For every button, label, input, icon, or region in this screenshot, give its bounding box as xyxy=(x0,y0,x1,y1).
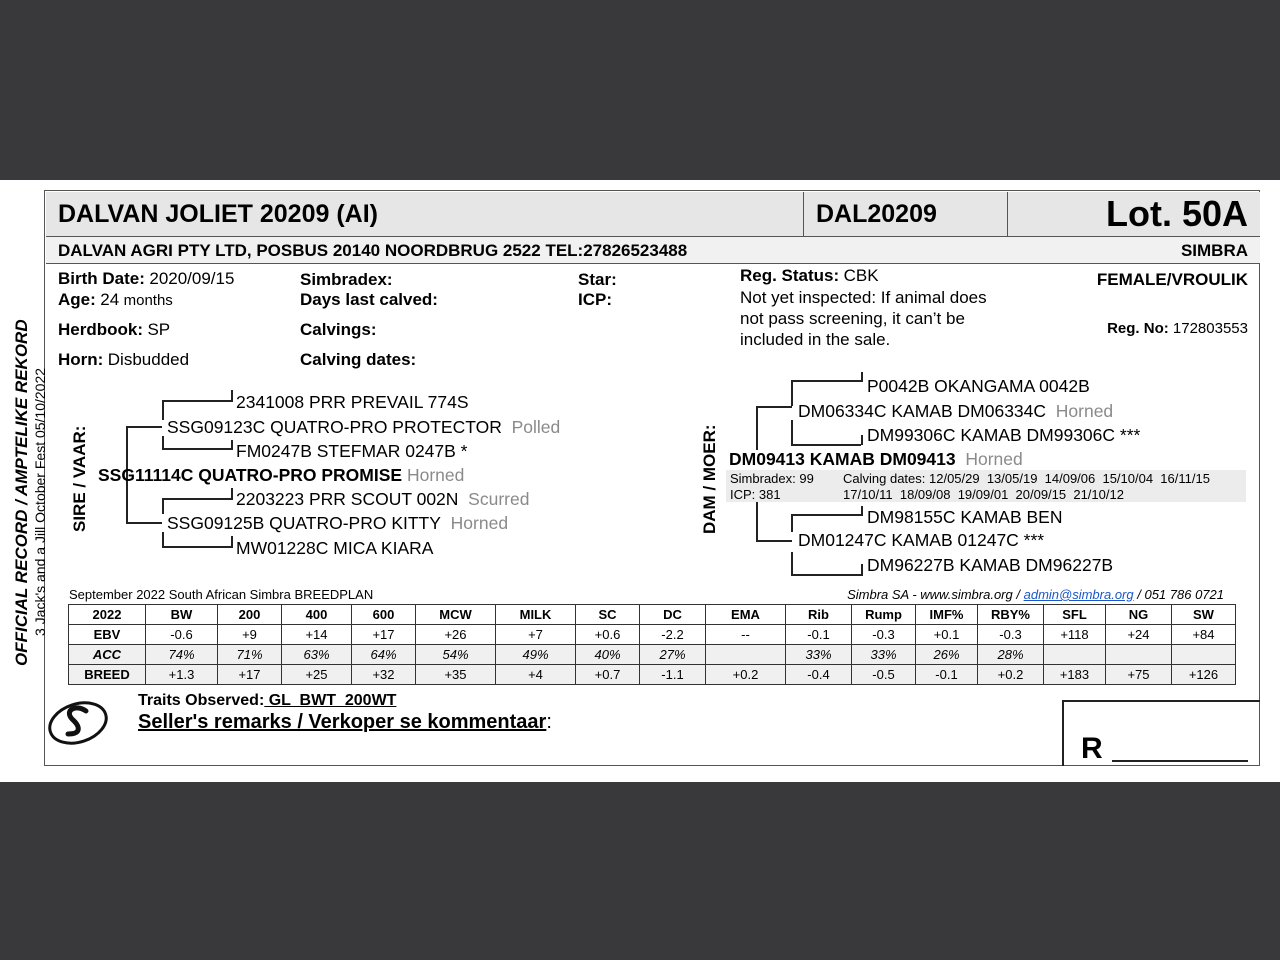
age: Age: 24 months xyxy=(58,290,173,309)
table-cell: +17 xyxy=(218,665,282,685)
table-header: 2022 xyxy=(69,605,146,625)
table-cell: 40% xyxy=(576,645,640,665)
table-header-row xyxy=(69,605,1236,625)
table-cell: 27% xyxy=(640,645,706,665)
dam-dam-sire: DM98155C KAMAB BEN xyxy=(867,507,1063,527)
owner-details: DALVAN AGRI PTY LTD, POSBUS 20140 NOORDBRUG 2522 TEL:27826523488 xyxy=(58,241,688,260)
table-cell: -0.6 xyxy=(146,625,218,645)
pedigree-line xyxy=(861,506,863,516)
pedigree-line xyxy=(162,448,232,450)
table-cell: +35 xyxy=(416,665,496,685)
table-cell: +24 xyxy=(1106,625,1172,645)
table-cell xyxy=(1106,645,1172,665)
inspection-note-1: Not yet inspected: If animal does xyxy=(740,288,987,307)
table-row-breed xyxy=(69,665,1236,685)
pedigree-line xyxy=(861,372,863,382)
dam-dam: DM01247C KAMAB 01247C *** xyxy=(798,530,1045,550)
traits-observed: Traits Observed: GL BWT 200WT xyxy=(138,692,397,709)
sale-event: 3 Jack's and a Jill October Fest 05/10/2022 xyxy=(32,367,48,636)
table-cell: +26 xyxy=(416,625,496,645)
table-cell: -0.1 xyxy=(916,665,978,685)
table-cell: +17 xyxy=(352,625,416,645)
pedigree-line xyxy=(861,435,863,445)
pedigree-line xyxy=(756,502,758,540)
table-cell: 71% xyxy=(218,645,282,665)
table-cell: +0.7 xyxy=(576,665,640,685)
price-prefix: R xyxy=(1081,732,1103,765)
sire-dam-sire: 2203223 PRR SCOUT 002N Scurred xyxy=(236,489,530,509)
table-header: SC xyxy=(576,605,640,625)
table-cell: +84 xyxy=(1172,625,1236,645)
title-divider xyxy=(803,192,804,236)
pedigree-line xyxy=(231,488,233,500)
dam-label: DAM / MOER: xyxy=(700,424,719,534)
official-record-label: OFFICIAL RECORD / AMPTELIKE REKORD xyxy=(12,319,31,666)
table-cell xyxy=(1172,645,1236,665)
table-cell: +1.3 xyxy=(146,665,218,685)
animal-name: DALVAN JOLIET 20209 (AI) xyxy=(58,200,378,228)
sire-name: SSG11114C QUATRO-PRO PROMISE Horned xyxy=(98,465,465,485)
pedigree-line xyxy=(756,406,792,408)
pedigree-line xyxy=(162,400,164,420)
table-header: 200 xyxy=(218,605,282,625)
inspection-note-2: not pass screening, it can’t be xyxy=(740,309,965,328)
table-cell: -0.3 xyxy=(978,625,1044,645)
table-cell: 49% xyxy=(496,645,576,665)
pedigree-line xyxy=(231,536,233,548)
table-cell: +25 xyxy=(282,665,352,685)
table-cell: BREED xyxy=(69,665,146,685)
pedigree-line xyxy=(231,390,233,402)
table-cell xyxy=(706,645,786,665)
pedigree-line xyxy=(126,426,162,428)
dam-calving-dates: Calving dates: 12/05/29 13/05/19 14/09/06 15/10/04 16/11/15 xyxy=(843,471,1210,486)
table-cell: +9 xyxy=(218,625,282,645)
table-cell: -- xyxy=(706,625,786,645)
table-header: Rib xyxy=(786,605,852,625)
table-header: MILK xyxy=(496,605,576,625)
table-header: BW xyxy=(146,605,218,625)
table-cell: -0.3 xyxy=(852,625,916,645)
sellers-remarks: Seller's remarks / Verkoper se kommentaar: xyxy=(138,711,552,733)
table-cell: -0.5 xyxy=(852,665,916,685)
sire-sire-dam: FM0247B STEFMAR 0247B * xyxy=(236,441,468,461)
table-cell: +118 xyxy=(1044,625,1106,645)
table-row-ebv xyxy=(69,625,1236,645)
reg-status: Reg. Status: CBK xyxy=(740,266,879,285)
table-cell: -0.4 xyxy=(786,665,852,685)
pedigree-line xyxy=(861,564,863,576)
dam-dam-dam: DM96227B KAMAB DM96227B xyxy=(867,555,1114,575)
table-header: RBY% xyxy=(978,605,1044,625)
table-cell: 33% xyxy=(786,645,852,665)
table-header: SW xyxy=(1172,605,1236,625)
pedigree-line xyxy=(162,400,232,402)
sire-sire: SSG09123C QUATRO-PRO PROTECTOR Polled xyxy=(167,417,561,437)
contact-line: Simbra SA - www.simbra.org / admin@simbra.org / 051 786 0721 xyxy=(847,587,1224,602)
pedigree-line xyxy=(162,498,232,500)
icp-label: ICP: xyxy=(578,290,612,309)
table-cell: +4 xyxy=(496,665,576,685)
table-cell: EBV xyxy=(69,625,146,645)
pedigree-line xyxy=(756,540,792,542)
table-cell: 33% xyxy=(852,645,916,665)
table-cell: +183 xyxy=(1044,665,1106,685)
simbradex-label: Simbradex: xyxy=(300,270,393,289)
pedigree-line xyxy=(791,380,793,406)
pedigree-line xyxy=(231,440,233,450)
dam-icp: ICP: 381 xyxy=(730,487,781,502)
table-cell: 26% xyxy=(916,645,978,665)
horn: Horn: Disbudded xyxy=(58,350,190,369)
breedplan-table xyxy=(68,604,1236,685)
price-box-line xyxy=(1062,700,1064,766)
dam-sire-sire: P0042B OKANGAMA 0042B xyxy=(867,376,1090,396)
table-cell xyxy=(1044,645,1106,665)
price-input-line[interactable] xyxy=(1112,760,1248,762)
table-cell: +0.2 xyxy=(978,665,1044,685)
days-last-calved-label: Days last calved: xyxy=(300,290,438,309)
table-cell: +32 xyxy=(352,665,416,685)
herdbook: Herdbook: SP xyxy=(58,320,171,339)
pedigree-line xyxy=(791,574,861,576)
pedigree-line xyxy=(791,552,793,574)
pedigree-line xyxy=(756,406,758,450)
calving-dates-label: Calving dates: xyxy=(300,350,417,369)
pedigree-line xyxy=(791,420,793,444)
table-cell: 74% xyxy=(146,645,218,665)
table-cell: 54% xyxy=(416,645,496,665)
lot-number: Lot. 50A xyxy=(1105,193,1248,234)
table-header: NG xyxy=(1106,605,1172,625)
dam-simbradex: Simbradex: 99 xyxy=(730,471,814,486)
sire-sire-sire: 2341008 PRR PREVAIL 774S xyxy=(236,392,469,412)
table-cell: 64% xyxy=(352,645,416,665)
table-header: SFL xyxy=(1044,605,1106,625)
table-header: MCW xyxy=(416,605,496,625)
auction-card xyxy=(0,180,1280,782)
table-cell: -2.2 xyxy=(640,625,706,645)
reg-number: Reg. No: 172803553 xyxy=(1107,320,1248,337)
table-header: EMA xyxy=(706,605,786,625)
table-header: DC xyxy=(640,605,706,625)
table-cell: -1.1 xyxy=(640,665,706,685)
dam-name: DM09413 KAMAB DM09413 Horned xyxy=(729,449,1023,469)
table-cell: ACC xyxy=(69,645,146,665)
table-header: 600 xyxy=(352,605,416,625)
table-header: 400 xyxy=(282,605,352,625)
breed-name: SIMBRA xyxy=(1180,241,1248,260)
pedigree-line xyxy=(791,514,793,532)
calvings-label: Calvings: xyxy=(300,320,377,339)
pedigree-line xyxy=(791,514,861,516)
table-cell: +0.2 xyxy=(706,665,786,685)
table-header: IMF% xyxy=(916,605,978,625)
email-link[interactable]: admin@simbra.org xyxy=(1023,587,1134,602)
sire-label: SIRE / VAAR: xyxy=(70,425,89,532)
title-divider xyxy=(1007,192,1008,236)
pedigree-line xyxy=(791,444,861,446)
table-cell: -0.1 xyxy=(786,625,852,645)
pedigree-line xyxy=(126,522,162,524)
table-cell: +75 xyxy=(1106,665,1172,685)
table-cell: 63% xyxy=(282,645,352,665)
pedigree-line xyxy=(162,546,232,548)
pedigree-line xyxy=(791,380,861,382)
star-label: Star: xyxy=(578,270,617,289)
animal-code: DAL20209 xyxy=(816,200,937,228)
table-cell: +0.1 xyxy=(916,625,978,645)
table-row-acc xyxy=(69,645,1236,665)
sex: FEMALE/VROULIK xyxy=(1096,270,1248,289)
pedigree-line xyxy=(162,498,164,514)
inspection-note-3: included in the sale. xyxy=(740,330,891,349)
table-cell: +14 xyxy=(282,625,352,645)
price-box-line xyxy=(1062,700,1260,702)
dam-sire: DM06334C KAMAB DM06334C Horned xyxy=(798,401,1114,421)
table-cell: 28% xyxy=(978,645,1044,665)
dam-calving-dates-2: 17/10/11 18/09/08 19/09/01 20/09/15 21/10/12 xyxy=(843,487,1124,502)
simbra-logo-icon xyxy=(46,698,110,748)
table-header: Rump xyxy=(852,605,916,625)
birth-date: Birth Date: 2020/09/15 xyxy=(58,269,235,288)
table-cell: +126 xyxy=(1172,665,1236,685)
dam-sire-dam: DM99306C KAMAB DM99306C *** xyxy=(867,425,1141,445)
table-cell: +7 xyxy=(496,625,576,645)
sire-dam-dam: MW01228C MICA KIARA xyxy=(236,538,434,558)
sire-dam: SSG09125B QUATRO-PRO KITTY Horned xyxy=(167,513,509,533)
breedplan-caption: September 2022 South African Simbra BREEDPLAN xyxy=(69,587,374,602)
table-cell: +0.6 xyxy=(576,625,640,645)
